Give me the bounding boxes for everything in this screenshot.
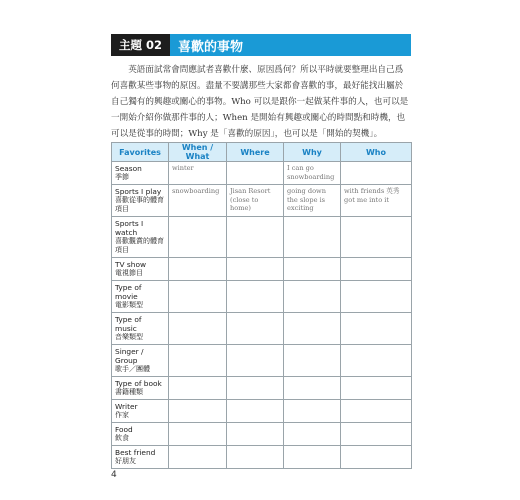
table-row	[112, 217, 412, 258]
answer-cell	[227, 162, 284, 185]
category-label-en: Writer	[115, 402, 138, 411]
answer-cell	[169, 446, 227, 469]
category-label-zh: 書籍種類	[115, 388, 143, 396]
table-body	[112, 162, 412, 469]
answer-cell	[169, 345, 227, 377]
topic-header	[111, 34, 411, 56]
table-row	[112, 446, 412, 469]
category-label-en: Sports I watch	[115, 219, 144, 237]
table-row	[112, 345, 412, 377]
page-number: 4	[111, 470, 117, 480]
answer-cell	[227, 313, 284, 345]
category-label-en: Season	[115, 164, 142, 173]
answer-cell	[169, 217, 227, 258]
topic-tag	[111, 34, 170, 56]
category-cell	[112, 377, 169, 400]
answer-cell	[284, 281, 341, 313]
category-cell	[112, 423, 169, 446]
category-cell	[112, 313, 169, 345]
category-label-zh: 喜歡觀賞的體育項目	[115, 237, 164, 254]
category-cell	[112, 281, 169, 313]
header-favorites: Favorites	[112, 143, 169, 162]
answer-cell: with friends 英秀 got me into it	[341, 185, 412, 217]
answer-cell	[227, 281, 284, 313]
answer-cell	[284, 446, 341, 469]
answer-cell	[169, 400, 227, 423]
favorites-table	[111, 142, 412, 469]
intro-text: 英語面試常會問應試者喜歡什麼、原因爲何？所以平時就要整理出自己爲何喜歡某些事物的原因。盡量不要講那些大家都會喜歡的事，最好能找出屬於自己獨有的興趣或關心的事物。Who 可以是跟你一起做某件事的人，也可以是一開始介紹你做那件事的人；When 是開始有興趣或關心的時間點和時機，也可以是從事的時間；Why 是「喜歡的原因」，也可以是「開始的契機」。	[111, 65, 409, 139]
table-row	[112, 313, 412, 345]
category-label-zh: 飲食	[115, 434, 129, 442]
answer-cell	[227, 345, 284, 377]
table-row	[112, 162, 412, 185]
answer-cell: Jisan Resort (close to home)	[227, 185, 284, 217]
category-label-en: Food	[115, 425, 133, 434]
answer-cell	[284, 377, 341, 400]
answer-cell	[227, 423, 284, 446]
category-label-zh: 好朋友	[115, 457, 136, 465]
category-label-zh: 季節	[115, 173, 129, 181]
answer-cell	[169, 423, 227, 446]
answer-cell	[169, 313, 227, 345]
answer-cell	[341, 345, 412, 377]
table-row	[112, 281, 412, 313]
answer-cell	[227, 377, 284, 400]
answer-cell: I can go snowboarding	[284, 162, 341, 185]
answer-cell	[284, 313, 341, 345]
category-cell	[112, 400, 169, 423]
category-cell	[112, 446, 169, 469]
answer-cell	[341, 281, 412, 313]
category-cell	[112, 162, 169, 185]
header-where: Where	[227, 143, 284, 162]
category-label-en: Best friend	[115, 448, 156, 457]
header-who: Who	[341, 143, 412, 162]
answer-cell	[284, 345, 341, 377]
category-cell	[112, 217, 169, 258]
category-label-en: Type of book	[115, 379, 162, 388]
intro-paragraph	[111, 62, 411, 142]
answer-cell	[341, 423, 412, 446]
answer-cell	[341, 162, 412, 185]
answer-cell	[169, 281, 227, 313]
category-label-zh: 電影類型	[115, 301, 143, 309]
category-label-en: TV show	[115, 260, 147, 269]
answer-cell	[341, 446, 412, 469]
category-label-zh: 音樂類型	[115, 333, 143, 341]
category-label-zh: 喜歡從事的體育項目	[115, 196, 164, 213]
category-label-zh: 歌手／團體	[115, 365, 150, 373]
answer-cell	[341, 377, 412, 400]
answer-cell	[341, 258, 412, 281]
answer-cell: going down the slope is exciting	[284, 185, 341, 217]
answer-cell	[169, 377, 227, 400]
category-label-en: Singer / Group	[115, 347, 144, 365]
answer-cell	[284, 258, 341, 281]
topic-label: 主題	[119, 38, 142, 52]
answer-cell	[227, 217, 284, 258]
table-row	[112, 400, 412, 423]
table-row	[112, 423, 412, 446]
category-cell	[112, 345, 169, 377]
category-label-zh: 電視節目	[115, 269, 143, 277]
header-when-what: When / What	[169, 143, 227, 162]
category-cell	[112, 185, 169, 217]
topic-title: 喜歡的事物	[170, 34, 411, 56]
answer-cell	[227, 258, 284, 281]
header-why: Why	[284, 143, 341, 162]
category-label-zh: 作家	[115, 411, 129, 419]
table-row	[112, 185, 412, 217]
answer-cell	[284, 423, 341, 446]
answer-cell	[341, 400, 412, 423]
table-row	[112, 377, 412, 400]
answer-cell	[341, 313, 412, 345]
answer-cell	[284, 217, 341, 258]
answer-cell	[227, 400, 284, 423]
category-label-en: Sports I play	[115, 187, 162, 196]
answer-cell: snowboarding	[169, 185, 227, 217]
answer-cell: winter	[169, 162, 227, 185]
answer-cell	[284, 400, 341, 423]
answer-cell	[341, 217, 412, 258]
category-label-en: Type of movie	[115, 283, 142, 301]
answer-cell	[227, 446, 284, 469]
table-row	[112, 258, 412, 281]
category-label-en: Type of music	[115, 315, 142, 333]
answer-cell	[169, 258, 227, 281]
category-cell	[112, 258, 169, 281]
topic-number: 02	[146, 38, 163, 52]
table-header-row	[112, 143, 412, 162]
